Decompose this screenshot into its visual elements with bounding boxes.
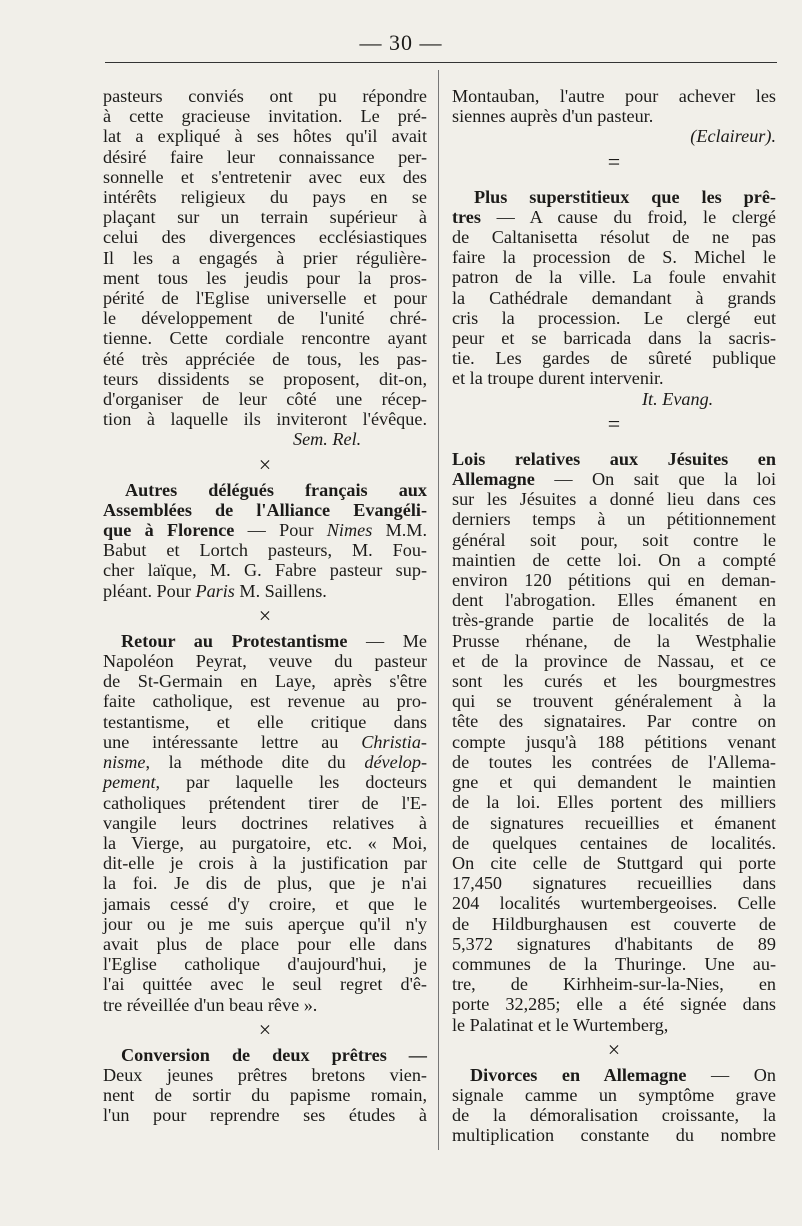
- article-heading: Assemblées de l'Alliance Evangéli-: [103, 499, 427, 520]
- text-fragment: — Pour: [234, 520, 327, 541]
- text-line: la foi. Je dis de plus, que je n'ai: [103, 873, 427, 894]
- text-line: maintien de cette loi. On a compté: [452, 549, 776, 570]
- text-line: de St-Germain en Laye, après s'être: [103, 671, 427, 692]
- text-line: [452, 469, 776, 489]
- text-line: peur et se barricada dans la sacris-: [452, 328, 776, 349]
- text-line: Prusse rhénane, de la Westphalie: [452, 630, 776, 651]
- section-separator: ×: [258, 1016, 272, 1042]
- text-line: avait plus de place pour elle dans: [103, 933, 427, 954]
- text-line: celui des divergences ecclésiastiques: [103, 227, 427, 248]
- italic-place: Paris: [195, 580, 235, 601]
- italic-word: Christia-: [361, 731, 427, 752]
- text-line: intérêts religieux du pays en se: [103, 187, 427, 208]
- text-line: multiplication constante du nombre: [452, 1125, 776, 1146]
- article-paragraph: [452, 1065, 776, 1146]
- text-line: été très appréciée de tous, les pas-: [103, 348, 427, 369]
- text-line: la Cathédrale demandant à grands: [452, 287, 776, 308]
- section-separator: ×: [258, 602, 272, 628]
- article-heading: Allemagne: [452, 469, 535, 490]
- article-heading: que à Florence: [103, 520, 235, 541]
- text-fragment: M. Saillens.: [234, 580, 327, 601]
- text-line: signale camme un symptôme grave: [452, 1084, 776, 1105]
- article-heading: Retour au Protestantisme: [121, 630, 348, 651]
- text-fragment: M.M.: [372, 520, 428, 541]
- section-separator: =: [607, 410, 621, 436]
- text-line: et la troupe durent intervenir.: [452, 368, 664, 389]
- text-line: de quelques centaines de localités.: [452, 832, 776, 853]
- text-line: Deux jeunes prêtres bretons vien-: [103, 1064, 427, 1085]
- text-line: communes de la Thuringe. Une au-: [452, 953, 776, 974]
- text-line: de signatures recueillies et émanent: [452, 812, 776, 833]
- italic-word: pement: [103, 772, 156, 793]
- text-line: siennes auprès d'un pasteur.: [452, 106, 654, 127]
- right-column: [452, 86, 776, 1146]
- text-line: [103, 732, 427, 752]
- text-line: l'un pour reprendre ses études à: [103, 1105, 427, 1126]
- text-line: l'ai quittée avec le seul regret d'ê-: [103, 974, 427, 995]
- spacer: [452, 439, 776, 449]
- text-line: derniers temps à un pétitionnement: [452, 509, 776, 530]
- source-citation: It. Evang.: [642, 388, 714, 409]
- text-line: [103, 772, 427, 792]
- text-line: [103, 752, 427, 772]
- text-line: de la loi. Elles portent des milliers: [452, 792, 776, 813]
- article-paragraph: [452, 449, 776, 1035]
- text-line: dit-elle je crois à la justification par: [103, 853, 427, 874]
- text-line: compte jusqu'à 188 pétitions venant: [452, 731, 776, 752]
- text-fragment: — Me: [347, 630, 427, 651]
- text-line: pasteurs conviés ont pu répondre: [103, 86, 427, 106]
- text-line: gne et qui demandent le maintien: [452, 772, 776, 793]
- text-line: cris la procession. Le clergé eut: [452, 307, 776, 328]
- left-column: [103, 86, 427, 1126]
- text-line: le développement de l'unité chré-: [103, 308, 427, 329]
- text-line: sonnelle et s'entretenir avec eux des: [103, 166, 427, 187]
- article-paragraph: [452, 187, 776, 389]
- text-fragment: pléant. Pour: [103, 580, 196, 601]
- text-line: de toutes les contrées de l'Allema-: [452, 751, 776, 772]
- text-line: tête des signataires. Par contre on: [452, 711, 776, 732]
- header-rule: [105, 62, 777, 63]
- text-line: et de la province de Nassau, et ce: [452, 650, 776, 671]
- text-line: catholiques prétendent tirer de l'E-: [103, 792, 427, 813]
- text-line: nent de sortir du papisme romain,: [103, 1085, 427, 1106]
- text-line: Napoléon Peyrat, veuve du pasteur: [103, 651, 427, 672]
- text-line: faite catholique, est revenue au pro-: [103, 691, 427, 712]
- text-line: testantisme, et elle critique dans: [103, 711, 427, 732]
- text-line: 5,372 signatures d'habitants de 89: [452, 933, 776, 954]
- text-line: Babut et Lortch pasteurs, M. Fou-: [103, 540, 427, 561]
- article-heading: Plus superstitieux que les prê-: [474, 186, 776, 207]
- text-line: tienne. Cette cordiale rencontre ayant: [103, 328, 427, 349]
- article-heading: Lois relatives aux Jésuites en: [452, 448, 776, 469]
- text-fragment: — On: [686, 1064, 776, 1085]
- article-heading: tres: [452, 206, 481, 227]
- page-number: — 30 —: [359, 30, 443, 55]
- section-separator: =: [607, 148, 621, 174]
- text-fragment: une intéressante lettre au: [103, 731, 362, 752]
- text-line: ment tous les jeudis pour la pros-: [103, 267, 427, 288]
- section-separator: ×: [258, 451, 272, 477]
- source-citation: Sem. Rel.: [293, 429, 362, 450]
- text-line: [452, 207, 776, 227]
- text-line: tre, de Kirhheim-sur-la-Nies, en: [452, 974, 776, 995]
- text-line: cher laïque, M. G. Fabre pasteur sup-: [103, 560, 427, 581]
- text-line: général soit pour, soit contre le: [452, 529, 776, 550]
- text-line: à cette gracieuse invitation. Le pré-: [103, 106, 427, 127]
- text-fragment: , par laquelle les docteurs: [155, 772, 427, 793]
- text-fragment: — On sait que la loi: [534, 469, 776, 490]
- text-line: de la démoralisation croissante, la: [452, 1105, 776, 1126]
- text-line: environ 120 pétitions qui en deman-: [452, 570, 776, 591]
- text-line: porte 32,285; elle a été signée dans: [452, 994, 776, 1015]
- text-line: jamais cessé d'y croire, et que le: [103, 893, 427, 914]
- article-paragraph: [452, 86, 776, 126]
- text-fragment: , la méthode dite du: [145, 752, 365, 773]
- text-line: le Palatinat et le Wurtemberg,: [452, 1014, 669, 1035]
- text-line: très-grande partie de localités de la: [452, 610, 776, 631]
- text-line: tie. Les gardes de sûreté publique: [452, 348, 776, 369]
- article-paragraph: [103, 86, 427, 429]
- text-line: teurs dissidents se proposent, dit-on,: [103, 368, 427, 389]
- text-line: [103, 581, 427, 601]
- text-line: On cite celle de Stuttgard qui porte: [452, 852, 776, 873]
- text-line: de Caltanisetta résolut de ne pas: [452, 227, 776, 248]
- text-line: vangile leurs doctrines relatives à: [103, 812, 427, 833]
- text-line: [103, 520, 427, 540]
- source-citation: (Eclaireur).: [690, 126, 776, 147]
- text-line: lat a expliqué à ses hôtes qu'il avait: [103, 126, 427, 147]
- text-line: périté de l'Eglise universelle et pour: [103, 288, 427, 309]
- text-line: d'organiser de leur côté une récep-: [103, 389, 427, 410]
- text-line: [103, 631, 427, 651]
- article-heading: Autres délégués français aux: [125, 479, 427, 500]
- text-line: Il les a engagés à prier régulière-: [103, 247, 427, 268]
- text-line: désiré faire leur connaissance per-: [103, 146, 427, 167]
- text-line: plaçant sur un terrain supérieur à: [103, 207, 427, 228]
- text-line: sur les Jésuites a donné lieu dans ces: [452, 489, 776, 510]
- text-line: qui se trouvent généralement à la: [452, 691, 776, 712]
- column-divider: [438, 70, 439, 1150]
- text-line: faire la procession de S. Michel le: [452, 247, 776, 268]
- text-line: patron de la ville. La foule envahit: [452, 267, 776, 288]
- text-line: [452, 1065, 776, 1085]
- article-paragraph: [103, 1045, 427, 1126]
- text-line: 17,450 signatures recueillies dans: [452, 873, 776, 894]
- italic-place: Nimes: [326, 520, 373, 541]
- text-line: tion à laquelle ils inviteront l'évêque.: [103, 409, 427, 430]
- text-line: Montauban, l'autre pour achever les: [452, 86, 776, 106]
- article-heading: Conversion de deux prêtres —: [121, 1044, 427, 1065]
- text-line: sont les curés et les bourgmestres: [452, 671, 776, 692]
- article-paragraph: [103, 631, 427, 1015]
- text-line: jour ou je me suis aperçue qu'il n'y: [103, 913, 427, 934]
- italic-word: nisme: [103, 752, 146, 773]
- spacer: [452, 177, 776, 187]
- text-line: dent l'abrogation. Elles émanent en: [452, 590, 776, 611]
- text-fragment: — A cause du froid, le clergé: [480, 206, 776, 227]
- article-paragraph: [103, 480, 427, 601]
- text-line: tre réveillée d'un beau rêve ».: [103, 994, 318, 1015]
- article-heading: Divorces en Allemagne: [470, 1064, 687, 1085]
- text-line: 204 localités wurtembergeoises. Celle: [452, 893, 776, 914]
- italic-word: dévelop-: [364, 752, 427, 773]
- section-separator: ×: [607, 1036, 621, 1062]
- text-line: l'Eglise catholique d'aujourd'hui, je: [103, 954, 427, 975]
- text-line: de Hildburghausen est couverte de: [452, 913, 776, 934]
- text-line: la Vierge, au purgatoire, etc. « Moi,: [103, 832, 427, 853]
